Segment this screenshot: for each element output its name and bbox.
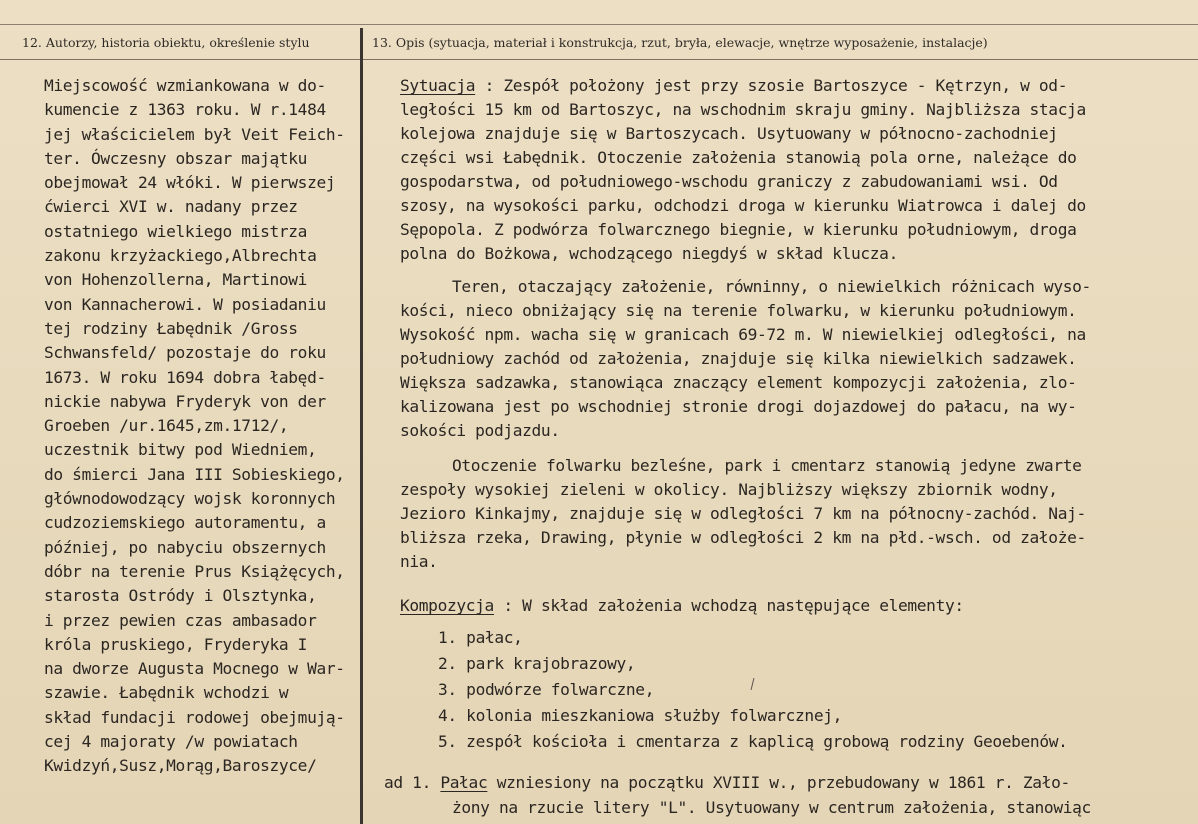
- kompozycja-heading: Kompozycja: [400, 596, 494, 615]
- teren-line: Wysokość npm. wacha się w granicach 69-72 m. W niewielkiej odległości, na: [400, 325, 1086, 344]
- palac-prefix: ad 1.: [384, 773, 441, 792]
- kompozycja-item: 4. kolonia mieszkaniowa służby folwarcznej,: [438, 706, 843, 725]
- paper-mark: [751, 678, 755, 690]
- right-column-header: 13. Opis (sytuacja, materiał i konstrukcja, rzut, bryła, elewacje, wnętrze wyposażenie, instalacje): [372, 35, 988, 50]
- history-line: dóbr na terenie Prus Książęcych,: [44, 561, 345, 581]
- left-column-header: 12. Autorzy, historia obiektu, określenie stylu: [22, 35, 310, 50]
- history-line: później, po nabyciu obszernych: [44, 537, 326, 557]
- teren-line: kalizowana jest po wschodniej stronie drogi dojazdowej do pałacu, na wy-: [400, 397, 1077, 416]
- kompozycja-item: 2. park krajobrazowy,: [438, 654, 636, 673]
- sytuacja-line: ległości 15 km od Bartoszyc, na wschodnim skraju gminy. Najbliższa stacja: [400, 100, 1086, 119]
- sytuacja-first-line: [400, 74, 1067, 98]
- history-line: 1673. W roku 1694 dobra łabęd-: [44, 367, 326, 387]
- otoczenie-line: bliższa rzeka, Drawing, płynie w odległości 2 km na płd.-wsch. od założe-: [400, 528, 1086, 547]
- history-line: Kwidzyń,Susz,Morąg,Baroszyce/: [44, 756, 317, 776]
- history-line: do śmierci Jana III Sobieskiego,: [44, 464, 345, 484]
- otoczenie-line: zespoły wysokiej zieleni w okolicy. Najbliższy większy zbiornik wodny,: [400, 480, 1058, 499]
- history-line: tej rodziny Łabędnik /Gross: [44, 318, 298, 338]
- history-line: szawie. Łabędnik wchodzi w: [44, 683, 289, 703]
- history-line: zakonu krzyżackiego,Albrechta: [44, 246, 317, 266]
- top-rule: [0, 24, 1198, 25]
- teren-line: Teren, otaczający założenie, równinny, o niewielkich różnicach wyso-: [452, 277, 1091, 296]
- sytuacja-line: polna do Bożkowa, wchodzącego niegdyś w skład klucza.: [400, 244, 898, 263]
- history-line: starosta Ostródy i Olsztynka,: [44, 586, 317, 606]
- history-line: cudzoziemskiego autoramentu, a: [44, 513, 326, 533]
- palac-line: żony na rzucie litery "L". Usytuowany w centrum założenia, stanowiąc: [452, 798, 1091, 817]
- sytuacja-text: : Zespół położony jest przy szosie Bartoszyce - Kętrzyn, w od-: [475, 76, 1068, 95]
- history-line: króla pruskiego, Fryderyka I: [44, 634, 308, 654]
- history-line: głównodowodzący wojsk koronnych: [44, 489, 336, 509]
- palac-heading: Pałac: [440, 773, 488, 792]
- history-line: skład fundacji rodowej obejmują-: [44, 707, 345, 727]
- sytuacja-line: szosy, na wysokości parku, odchodzi droga w kierunku Wiatrowca i dalej do: [400, 196, 1086, 215]
- history-line: Groeben /ur.1645,zm.1712/,: [44, 416, 289, 436]
- teren-line: południowy zachód od założenia, znajduje się kilka niewielkich sadzawek.: [400, 349, 1077, 368]
- history-line: obejmował 24 włóki. W pierwszej: [44, 173, 336, 193]
- history-line: i przez pewien czas ambasador: [44, 610, 317, 630]
- history-line: nickie nabywa Fryderyk von der: [44, 391, 326, 411]
- history-line: cej 4 majoraty /w powiatach: [44, 732, 298, 752]
- history-line: ostatniego wielkiego mistrza: [44, 221, 308, 241]
- history-line: ćwierci XVI w. nadany przez: [44, 197, 298, 217]
- otoczenie-line: Otoczenie folwarku bezleśne, park i cmentarz stanowią jedyne zwarte: [452, 456, 1082, 475]
- teren-line: kości, nieco obniżający się na terenie folwarku, w kierunku południowym.: [400, 301, 1077, 320]
- palac-first-line: [384, 771, 1070, 795]
- kompozycja-item: 5. zespół kościoła i cmentarza z kaplicą grobową rodziny Geoebenów.: [438, 732, 1068, 751]
- kompozycja-item: 3. podwórze folwarczne,: [438, 680, 655, 699]
- history-line: Miejscowość wzmiankowana w do-: [44, 76, 326, 95]
- sytuacja-line: kolejowa znajduje się w Bartoszycach. Usytuowany w północno-zachodniej: [400, 124, 1058, 143]
- history-line: von Kannacherowi. W posiadaniu: [44, 294, 326, 314]
- history-line: von Hohenzollerna, Martinowi: [44, 270, 308, 290]
- history-line: Schwansfeld/ pozostaje do roku: [44, 343, 326, 363]
- teren-line: sokości podjazdu.: [400, 421, 560, 440]
- history-line: uczestnik bitwy pod Wiedniem,: [44, 440, 317, 460]
- history-line: jej właścicielem był Veit Feich-: [44, 124, 345, 144]
- history-line: na dworze Augusta Mocnego w War-: [44, 659, 345, 679]
- otoczenie-line: Jezioro Kinkajmy, znajduje się w odległości 7 km na północny-zachód. Naj-: [400, 504, 1086, 523]
- header-rule: [0, 59, 1198, 60]
- history-line: kumencie z 1363 roku. W r.1484: [44, 100, 326, 120]
- kompozycja-first-line: [400, 594, 964, 618]
- palac-text: wzniesiony na początku XVIII w., przebudowany w 1861 r. Zało-: [487, 773, 1070, 792]
- sytuacja-line: części wsi Łabędnik. Otoczenie założenia stanowią pola orne, należące do: [400, 148, 1077, 167]
- sytuacja-line: gospodarstwa, od południowego-wschodu graniczy z zabudowaniami wsi. Od: [400, 172, 1058, 191]
- kompozycja-item: 1. pałac,: [438, 628, 523, 647]
- history-column: [44, 74, 362, 779]
- kompozycja-intro: : W skład założenia wchodzą następujące elementy:: [493, 596, 964, 615]
- otoczenie-line: nia.: [400, 552, 438, 571]
- teren-line: Większa sadzawka, stanowiąca znaczący element kompozycji założenia, zlo-: [400, 373, 1077, 392]
- sytuacja-heading: Sytuacja: [400, 76, 476, 95]
- sytuacja-line: Sępopola. Z podwórza folwarcznego biegnie, w kierunku południowym, droga: [400, 220, 1077, 239]
- history-line: ter. Ówczesny obszar majątku: [44, 148, 308, 168]
